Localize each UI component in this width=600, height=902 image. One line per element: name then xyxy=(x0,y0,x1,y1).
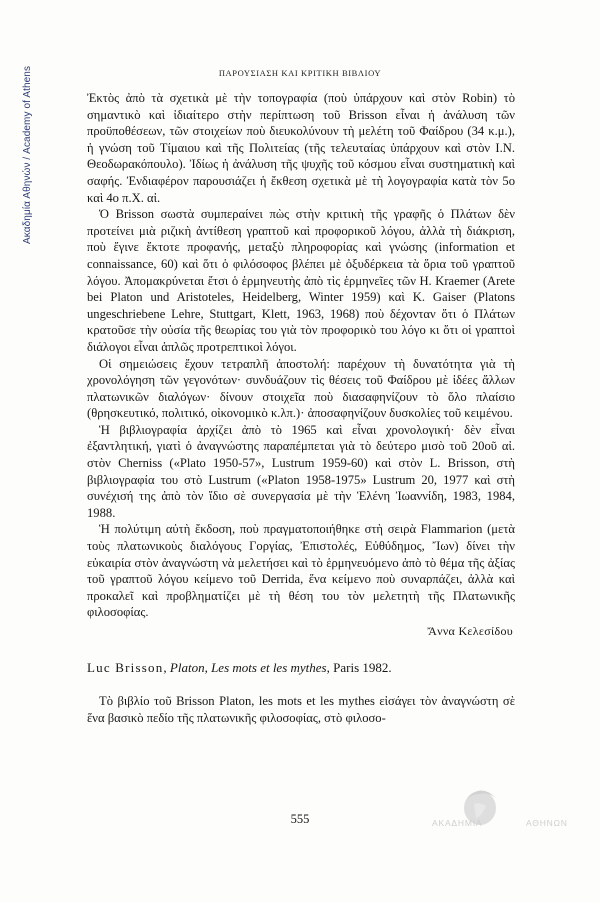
academy-watermark xyxy=(432,782,568,842)
paragraph: Ἡ βιβλιογραφία ἀρχίζει ἀπὸ τὸ 1965 καὶ εἶναι χρονολογική· δὲν εἶναι ἐξαντλητική, γιατὶ ὁ ἀναγνώστης παραπέμπεται γιὰ τὸ δεύτερο μισὸ τοῦ 20οῦ αἰ. στὸν Cherniss («Plato 1950-57», Lustrum 1959-60) καὶ στὸν L. Brisson, στὴ βιβλιογραφία του στὸ Lustrum («Platon 1958-1975» Lustrum 20, 1977 καὶ στὴ συνέχισή της ἀπὸ τὸν ἴδιο σὲ συνεργασία μὲ τὴν Ἑλένη Ἰωαννίδη, 1983, 1984, 1988. xyxy=(87,422,515,520)
paragraph: Ἡ πολύτιμη αὐτὴ ἔκδοση, ποὺ πραγματοποιήθηκε στὴ σειρὰ Flammarion (μετὰ τοὺς πλατωνικοὺς διαλόγους Γοργίας, Ἐπιστολές, Εὐθύδημος, Ἴων) δίνει τὴν εὐκαιρία στὸν ἀναγνώστη νὰ μελετήσει καὶ τὸ ἑρμηνευόμενο ἀπὸ τὸ θέμα τῆς ἀξίας τοῦ γραπτοῦ λόγου κείμενο τοῦ Derrida, ἕνα κείμενο ποὺ συναρπάζει, ἀλλὰ καὶ προκαλεῖ καὶ προβληματίζει μὲ τὴ θέση του τὸν μελετητὴ τῆς Πλατωνικῆς φιλοσοφίας. xyxy=(87,522,515,620)
paragraph: Οἱ σημειώσεις ἔχουν τετραπλῆ ἀποστολή: παρέχουν τὴ δυνατότητα γιὰ τὴ χρονολόγηση τῶν γεγονότων· συνδυάζουν τὶς θέσεις τοῦ Φαίδρου μὲ ἰδέες ἄλλων πλατωνικῶν διαλόγων· δίνουν στοιχεῖα ποὺ διασαφηνίζουν τὸ ὅλο πλαίσιο (θρησκευτικό, πολιτικό, οἰκονομικὸ κ.λπ.)· ἀποσαφηνίζουν δυσκολίες τοῦ κειμένου. xyxy=(87,356,515,421)
paragraph: Ἐκτὸς ἀπὸ τὰ σχετικὰ μὲ τὴν τοπογραφία (ποὺ ὑπάρχουν καὶ στὸν Robin) τὸ σημαντικὸ καὶ ἰδιαίτερο στὴν περίπτωση τοῦ Brisson εἶναι ἡ ἀνάλυση τῶν προϋποθέσεων, τῶν στοιχείων ποὺ διευκολύνουν τὴ μελέτη τοῦ Φαίδρου (34 κ.μ.), ἡ γνώση τοῦ Τίμαιου καὶ τῆς Πολιτείας (τῆς τελευταίας ὑπάρχουν καὶ στὸν Ι.Ν. Θεοδωρακόπουλο). Ἰδίως ἡ ἀνάλυση τῆς ψυχῆς τοῦ κόσμου εἶναι συστηματικὴ καὶ σαφής. Ἐνδιαφέρον παρουσιάζει ἡ ἔκθεση σχετικὰ μὲ τὴ λογογραφία κατὰ τὸν 5ο καὶ 4ο π.Χ. αἰ. xyxy=(87,91,515,205)
review-author: Luc Brisson xyxy=(87,659,164,675)
review-heading: Luc Brisson, Platon, Les mots et les mythes, Paris 1982. xyxy=(87,659,392,675)
paragraph: Ὁ Brisson σωστὰ συμπεραίνει πὼς στὴν κριτικὴ τῆς γραφῆς ὁ Πλάτων δὲν προτείνει μιὰ ριζικὴ ἀντίθεση γραπτοῦ καὶ προφορικοῦ λόγου, ἀλλὰ τὴ διάκριση, ποὺ ἔγινε ἔκτοτε προφανής, μεταξὺ πληροφορίας καὶ γνώσης (information et connaissance, 60) καὶ ὅτι ὁ φιλόσοφος βλέπει μὲ ὀξυδέρκεια τὰ ὅρια τοῦ γραπτοῦ λόγου. Ἀπομακρύνεται ἔτσι ὁ ἑρμηνευτὴς ἀπὸ τὶς ἑρμηνεῖες τῶν H. Kraemer (Arete bei Platon und Aristoteles, Heidelberg, Winter 1959) καὶ K. Gaiser (Platons ungeschriebene Lehre, Stuttgart, Klett, 1963, 1968) ποὺ δέχονταν ὅτι ὁ Πλάτων κρατοῦσε τὴν οὐσία τῆς θεωρίας του γιὰ τὸν προφορικὸ του λόγο κι ὅτι οἱ γραπτοὶ διάλογοι εἶναι ἁπλῶς προτρεπτικοὶ λόγοι. xyxy=(87,207,515,354)
sidebar-watermark-text: Ακαδημία Αθηνών / Academy of Athens xyxy=(22,65,33,244)
body-text xyxy=(87,90,515,726)
closing-paragraph: Τὸ βιβλίο τοῦ Brisson Platon, les mots et les mythes εἰσάγει τὸν ἀναγνώστη σὲ ἕνα βασικὸ πεδίο τῆς πλατωνικῆς φιλοσοφίας, στὸ φιλοσο- xyxy=(87,694,515,725)
watermark-left-text: ΑΚΑΔΗΜΙΑ xyxy=(432,818,483,828)
watermark-right-text: ΑΘΗΝΩΝ xyxy=(526,818,568,828)
review-place-year: Paris 1982. xyxy=(333,659,392,675)
page-number: 555 xyxy=(290,812,310,826)
author-signature: Ἄννα Κελεσίδου xyxy=(427,624,513,638)
review-title: Platon, Les mots et les mythes xyxy=(169,659,327,675)
running-header: ΠΑΡΟΥΣΙΑΣΗ ΚΑΙ ΚΡΙΤΙΚΗ ΒΙΒΛΙΟΥ xyxy=(218,68,382,78)
